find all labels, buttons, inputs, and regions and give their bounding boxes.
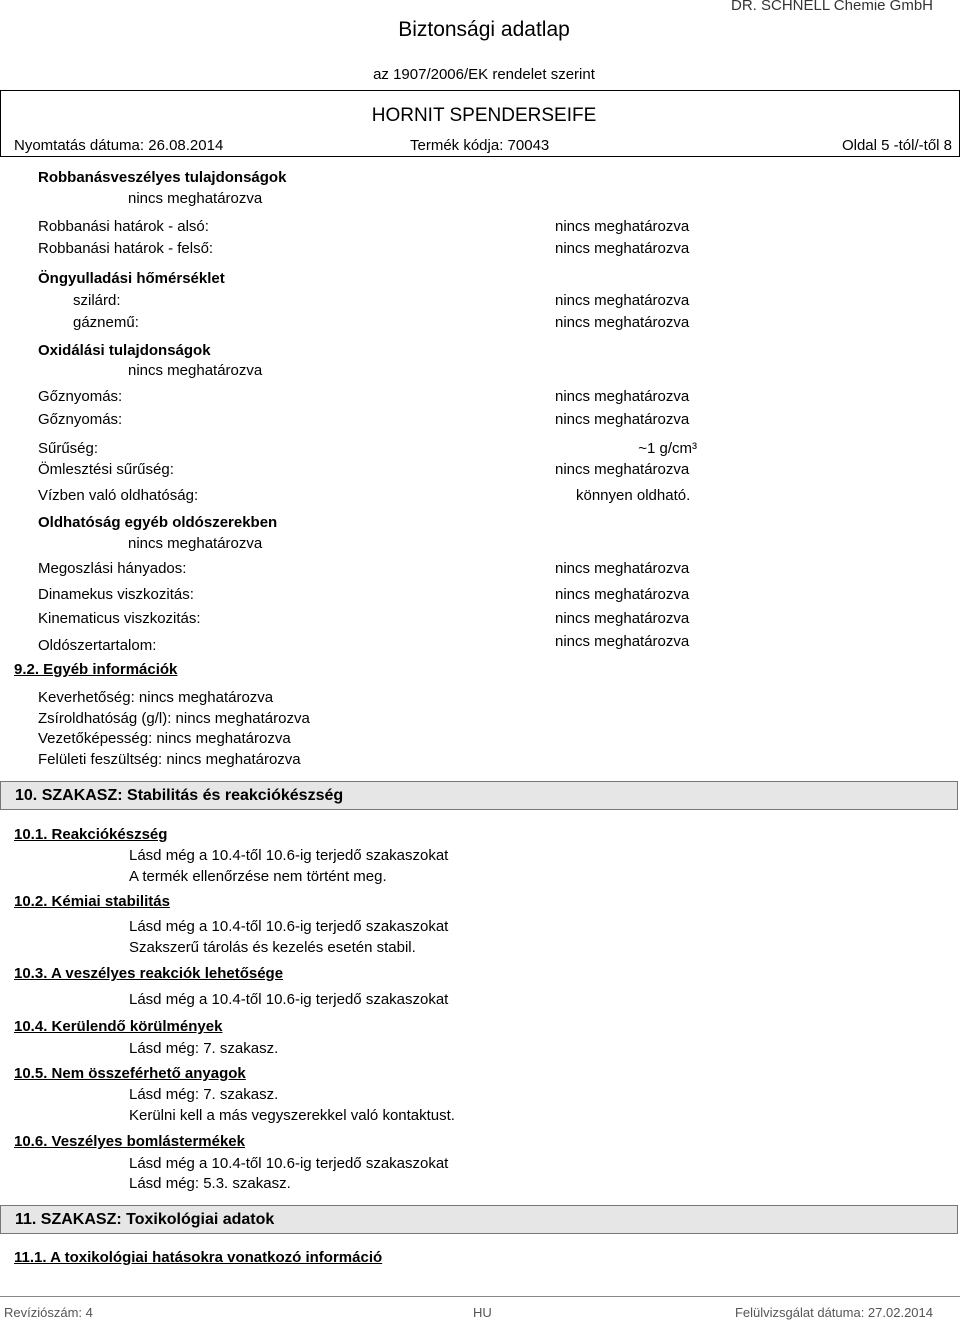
kin-viscosity-label: Kinematicus viszkozitás: xyxy=(38,610,201,627)
reactivity-line-2: A termék ellenőrzése nem történt meg. xyxy=(129,868,387,885)
incompatible-materials-line-1: Lásd még: 7. szakasz. xyxy=(129,1086,279,1103)
gas-label: gáznemű: xyxy=(73,314,139,331)
bulk-density-label: Ömlesztési sűrűség: xyxy=(38,461,174,478)
gas-value: nincs meghatározva xyxy=(555,314,690,331)
product-code: Termék kódja: 70043 xyxy=(410,137,550,154)
section-10-title: 10. SZAKASZ: Stabilitás és reakciókészség xyxy=(15,787,344,804)
revision-number: Revíziószám: 4 xyxy=(4,1305,93,1320)
reactivity-line-1: Lásd még a 10.4-től 10.6-ig terjedő szakaszokat xyxy=(129,847,449,864)
hazardous-reactions-line-1: Lásd még a 10.4-től 10.6-ig terjedő szakaszokat xyxy=(129,991,449,1008)
product-name: HORNIT SPENDERSEIFE xyxy=(371,105,597,126)
solid-label: szilárd: xyxy=(73,292,121,309)
incompatible-materials-line-2: Kerülni kell a más vegyszerekkel való kontaktust. xyxy=(129,1107,455,1124)
header-top-line xyxy=(0,90,960,91)
solvent-value: nincs meghatározva xyxy=(555,633,690,650)
surface-tension-line: Felületi feszültség: nincs meghatározva xyxy=(38,751,301,768)
company-name: DR. SCHNELL Chemie GmbH xyxy=(731,0,933,14)
water-solubility-value: könnyen oldható. xyxy=(576,487,691,504)
section-11-title: 11. SZAKASZ: Toxikológiai adatok xyxy=(15,1211,275,1228)
expl-upper-value: nincs meghatározva xyxy=(555,240,690,257)
dyn-viscosity-label: Dinamekus viszkozitás: xyxy=(38,586,194,603)
hazardous-reactions-heading: 10.3. A veszélyes reakciók lehetősége xyxy=(14,965,284,982)
density-label: Sűrűség: xyxy=(38,440,99,457)
kin-viscosity-value: nincs meghatározva xyxy=(555,610,690,627)
chemical-stability-heading: 10.2. Kémiai stabilitás xyxy=(14,893,170,910)
chemical-stability-line-2: Szakszerű tárolás és kezelés esetén stabil. xyxy=(129,939,416,956)
other-solubility-heading: Oldhatóság egyéb oldószerekben xyxy=(38,514,278,531)
explosive-heading: Robbanásveszélyes tulajdonságok xyxy=(38,169,287,186)
dyn-viscosity-value: nincs meghatározva xyxy=(555,586,690,603)
vapour1-value: nincs meghatározva xyxy=(555,388,690,405)
decomposition-products-line-1: Lásd még a 10.4-től 10.6-ig terjedő szakaszokat xyxy=(129,1155,449,1172)
conditions-to-avoid-heading: 10.4. Kerülendő körülmények xyxy=(14,1018,223,1035)
autoignition-heading: Öngyulladási hőmérséklet xyxy=(38,270,225,287)
document-title: Biztonsági adatlap xyxy=(398,18,570,41)
review-date: Felülvizsgálat dátuma: 27.02.2014 xyxy=(734,1305,933,1320)
section-11-bar xyxy=(0,1205,958,1234)
other-info-heading: 9.2. Egyéb információk xyxy=(14,661,178,678)
bulk-density-value: nincs meghatározva xyxy=(555,461,690,478)
expl-lower-label: Robbanási határok - alsó: xyxy=(38,218,209,235)
miscibility-line: Keverhetőség: nincs meghatározva xyxy=(38,689,274,706)
other-solubility-value: nincs meghatározva xyxy=(128,535,263,552)
regulation-line: az 1907/2006/EK rendelet szerint xyxy=(373,66,595,83)
chemical-stability-line-1: Lásd még a 10.4-től 10.6-ig terjedő szakaszokat xyxy=(129,918,449,935)
density-value: ~1 g/cm³ xyxy=(638,440,697,457)
oxidizing-value: nincs meghatározva xyxy=(128,362,263,379)
explosive-value: nincs meghatározva xyxy=(128,190,263,207)
vapour1-label: Gőznyomás: xyxy=(38,388,123,405)
oxidizing-heading: Oxidálási tulajdonságok xyxy=(38,342,211,359)
partition-label: Megoszlási hányados: xyxy=(38,560,187,577)
solvent-label: Oldószertartalom: xyxy=(38,637,157,654)
section-10-bar xyxy=(0,781,958,810)
fat-solubility-line: Zsíroldhatóság (g/l): nincs meghatározva xyxy=(38,710,310,727)
conditions-to-avoid-line-1: Lásd még: 7. szakasz. xyxy=(129,1040,279,1057)
language-code: HU xyxy=(473,1305,492,1320)
footer-line xyxy=(0,1296,960,1297)
expl-lower-value: nincs meghatározva xyxy=(555,218,690,235)
expl-upper-label: Robbanási határok - felső: xyxy=(38,240,214,257)
vapour2-value: nincs meghatározva xyxy=(555,411,690,428)
decomposition-products-heading: 10.6. Veszélyes bomlástermékek xyxy=(14,1133,245,1150)
solid-value: nincs meghatározva xyxy=(555,292,690,309)
incompatible-materials-heading: 10.5. Nem összeférhető anyagok xyxy=(14,1065,246,1082)
water-solubility-label: Vízben való oldhatóság: xyxy=(38,487,199,504)
print-date: Nyomtatás dátuma: 26.08.2014 xyxy=(14,137,224,154)
conductivity-line: Vezetőképesség: nincs meghatározva xyxy=(38,730,291,747)
toxicological-info-heading: 11.1. A toxikológiai hatásokra vonatkozó információ xyxy=(14,1249,383,1266)
decomposition-products-line-2: Lásd még: 5.3. szakasz. xyxy=(129,1175,291,1192)
reactivity-heading: 10.1. Reakciókészség xyxy=(14,826,168,843)
partition-value: nincs meghatározva xyxy=(555,560,690,577)
header-bottom-line xyxy=(0,156,960,157)
page-number: Oldal 5 -tól/-től 8 xyxy=(841,137,952,154)
vapour2-label: Gőznyomás: xyxy=(38,411,123,428)
